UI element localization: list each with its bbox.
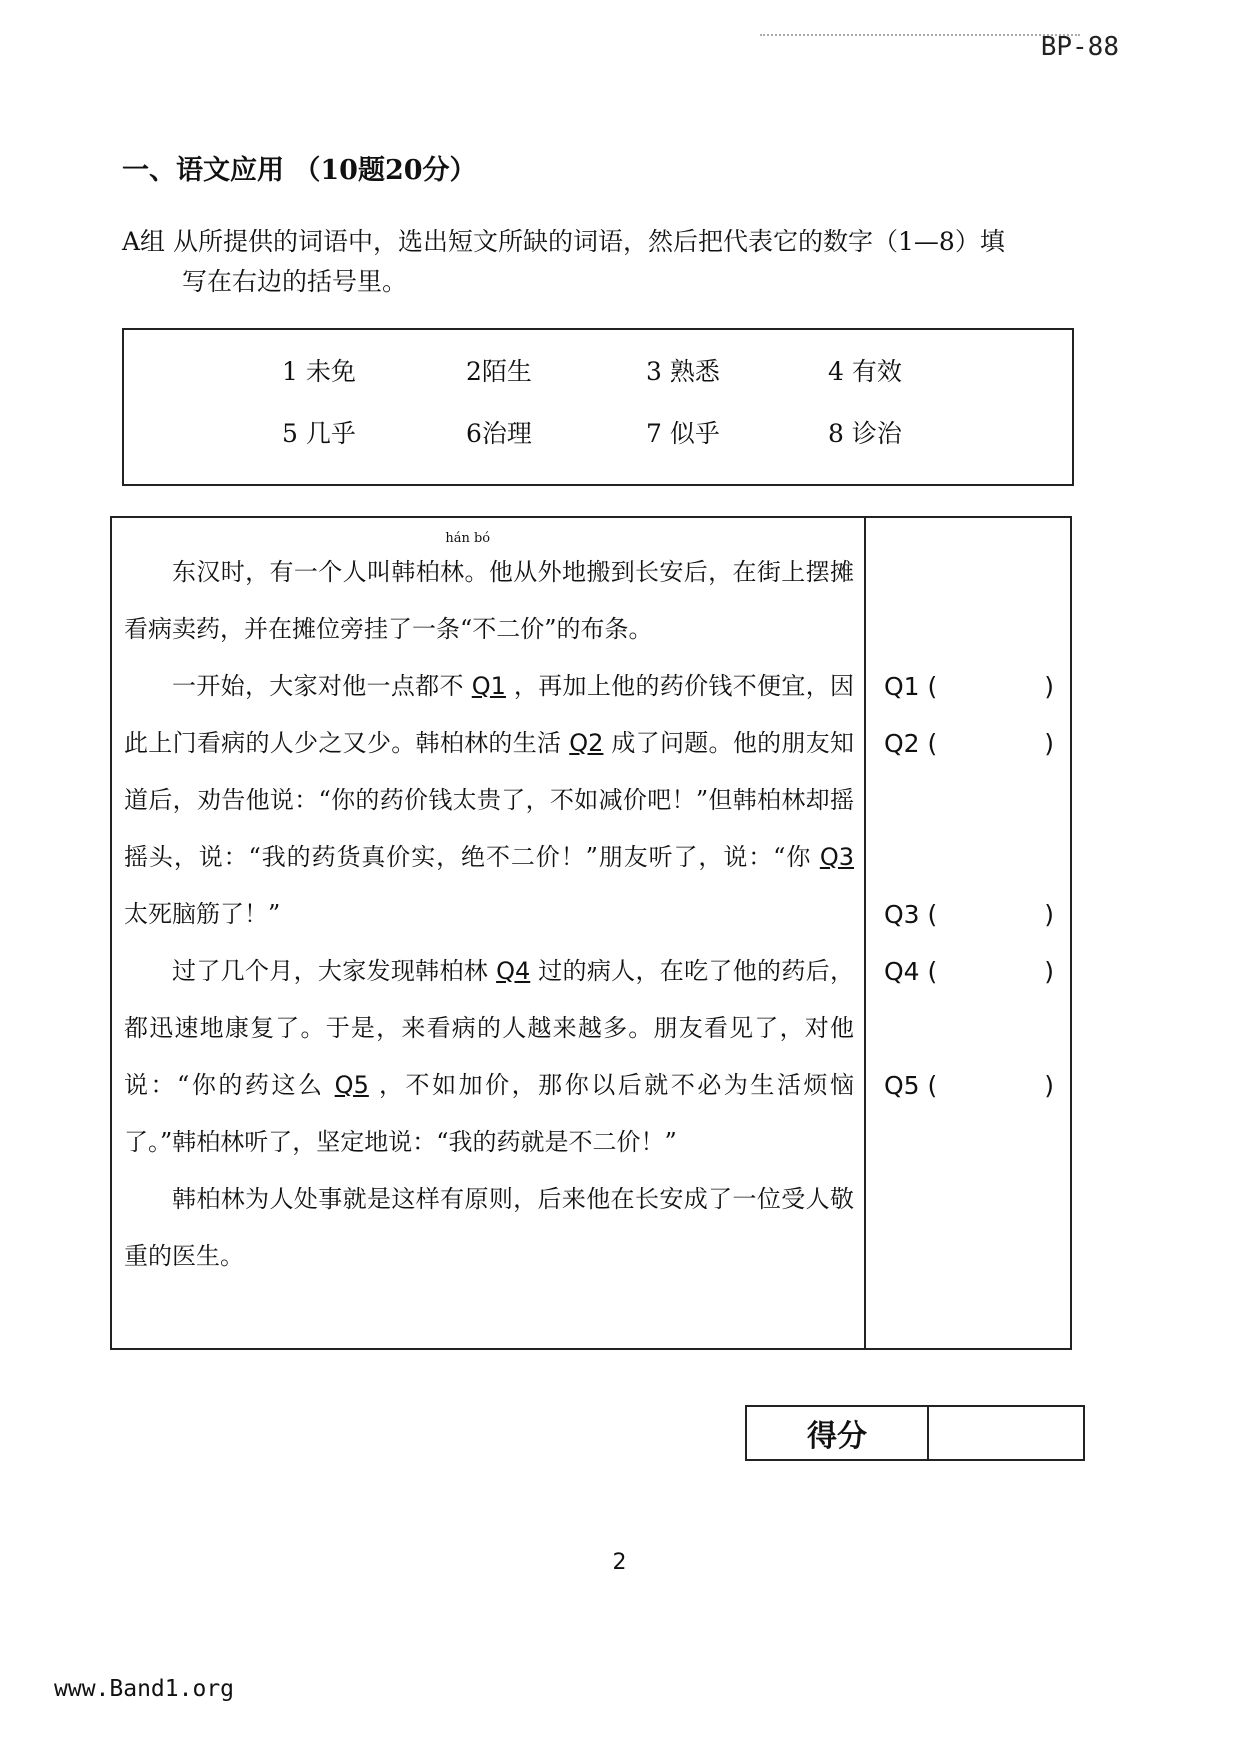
blank-q3: Q3 [819,843,854,871]
blank-q2: Q2 [569,729,604,757]
answer-q2[interactable]: Q2 ( ) [884,729,1054,758]
word-option-7: 7 似乎 [646,419,720,448]
section-title: 一、语文应用 （10题20分） [122,155,477,186]
answer-q5[interactable]: Q5 ( ) [884,1071,1054,1100]
paragraph-1: 东汉时，有一个人叫 hán bó 韩柏林。他从外地搬到长安后，在街上摆摊看病卖药，并在摊位旁挂了一条“不二价”的布条。 [124,531,855,643]
scan-dotted-line [760,34,1080,36]
instruction [122,222,1102,302]
score-box [745,1405,1085,1461]
instruction-line-2: 写在右边的括号里。 [182,267,408,296]
paper-code: BP-88 [1040,32,1119,62]
score-label: 得分 [747,1407,929,1459]
word-option-2: 2陌生 [466,357,532,386]
column-divider [864,518,866,1348]
word-option-6: 6治理 [466,419,532,448]
blank-q1: Q1 [471,672,506,700]
word-option-1: 1 未免 [282,357,356,386]
paragraph-3: 过了几个月，大家发现韩柏林 Q4 过的病人，在吃了他的药后，都迅速地康复了。于是，来看病的人越来越多。朋友看见了，对他说：“你的药这么 Q5 ，不如加价，那你以后就不必为生活烦恼了。”韩柏林听了，坚定地说：“我的药就是不二价！” [124,957,855,1156]
answer-q1[interactable]: Q1 ( ) [884,672,1054,701]
name-with-pinyin: hán bó 韩柏林 [391,531,491,586]
word-option-8: 8 诊治 [828,419,902,448]
paragraph-4: 韩柏林为人处事就是这样有原则，后来他在长安成了一位受人敬重的医生。 [124,1185,854,1270]
blank-q5: Q5 [334,1071,369,1099]
pinyin-note: hán bó [445,531,491,546]
word-bank-box [122,328,1074,486]
blank-q4: Q4 [496,957,531,985]
answer-q4[interactable]: Q4 ( ) [884,957,1054,986]
instruction-line-1: A组 从所提供的词语中，选出短文所缺的词语，然后把代表它的数字（1—8）填 [122,227,1005,256]
score-input-cell[interactable] [929,1407,1083,1459]
passage-box [110,516,1072,1350]
paragraph-2: 一开始，大家对他一点都不 Q1 ，再加上他的药价钱不便宜，因此上门看病的人少之又少。韩柏林的生活 Q2 成了问题。他的朋友知道后，劝告他说：“你的药价钱太贵了，不如减价吧！”但韩柏林却摇摇头，说：“我的药货真价实，绝不二价！”朋友听了，说：“你 Q3 太死脑筋了！” [124,672,855,928]
word-option-5: 5 几乎 [282,419,356,448]
answer-q3[interactable]: Q3 ( ) [884,900,1054,929]
footer-url: www.Band1.org [54,1676,235,1702]
page-number: 2 [612,1550,627,1575]
word-option-3: 3 熟悉 [646,357,720,386]
word-option-4: 4 有效 [828,357,902,386]
passage-text [124,531,855,1285]
